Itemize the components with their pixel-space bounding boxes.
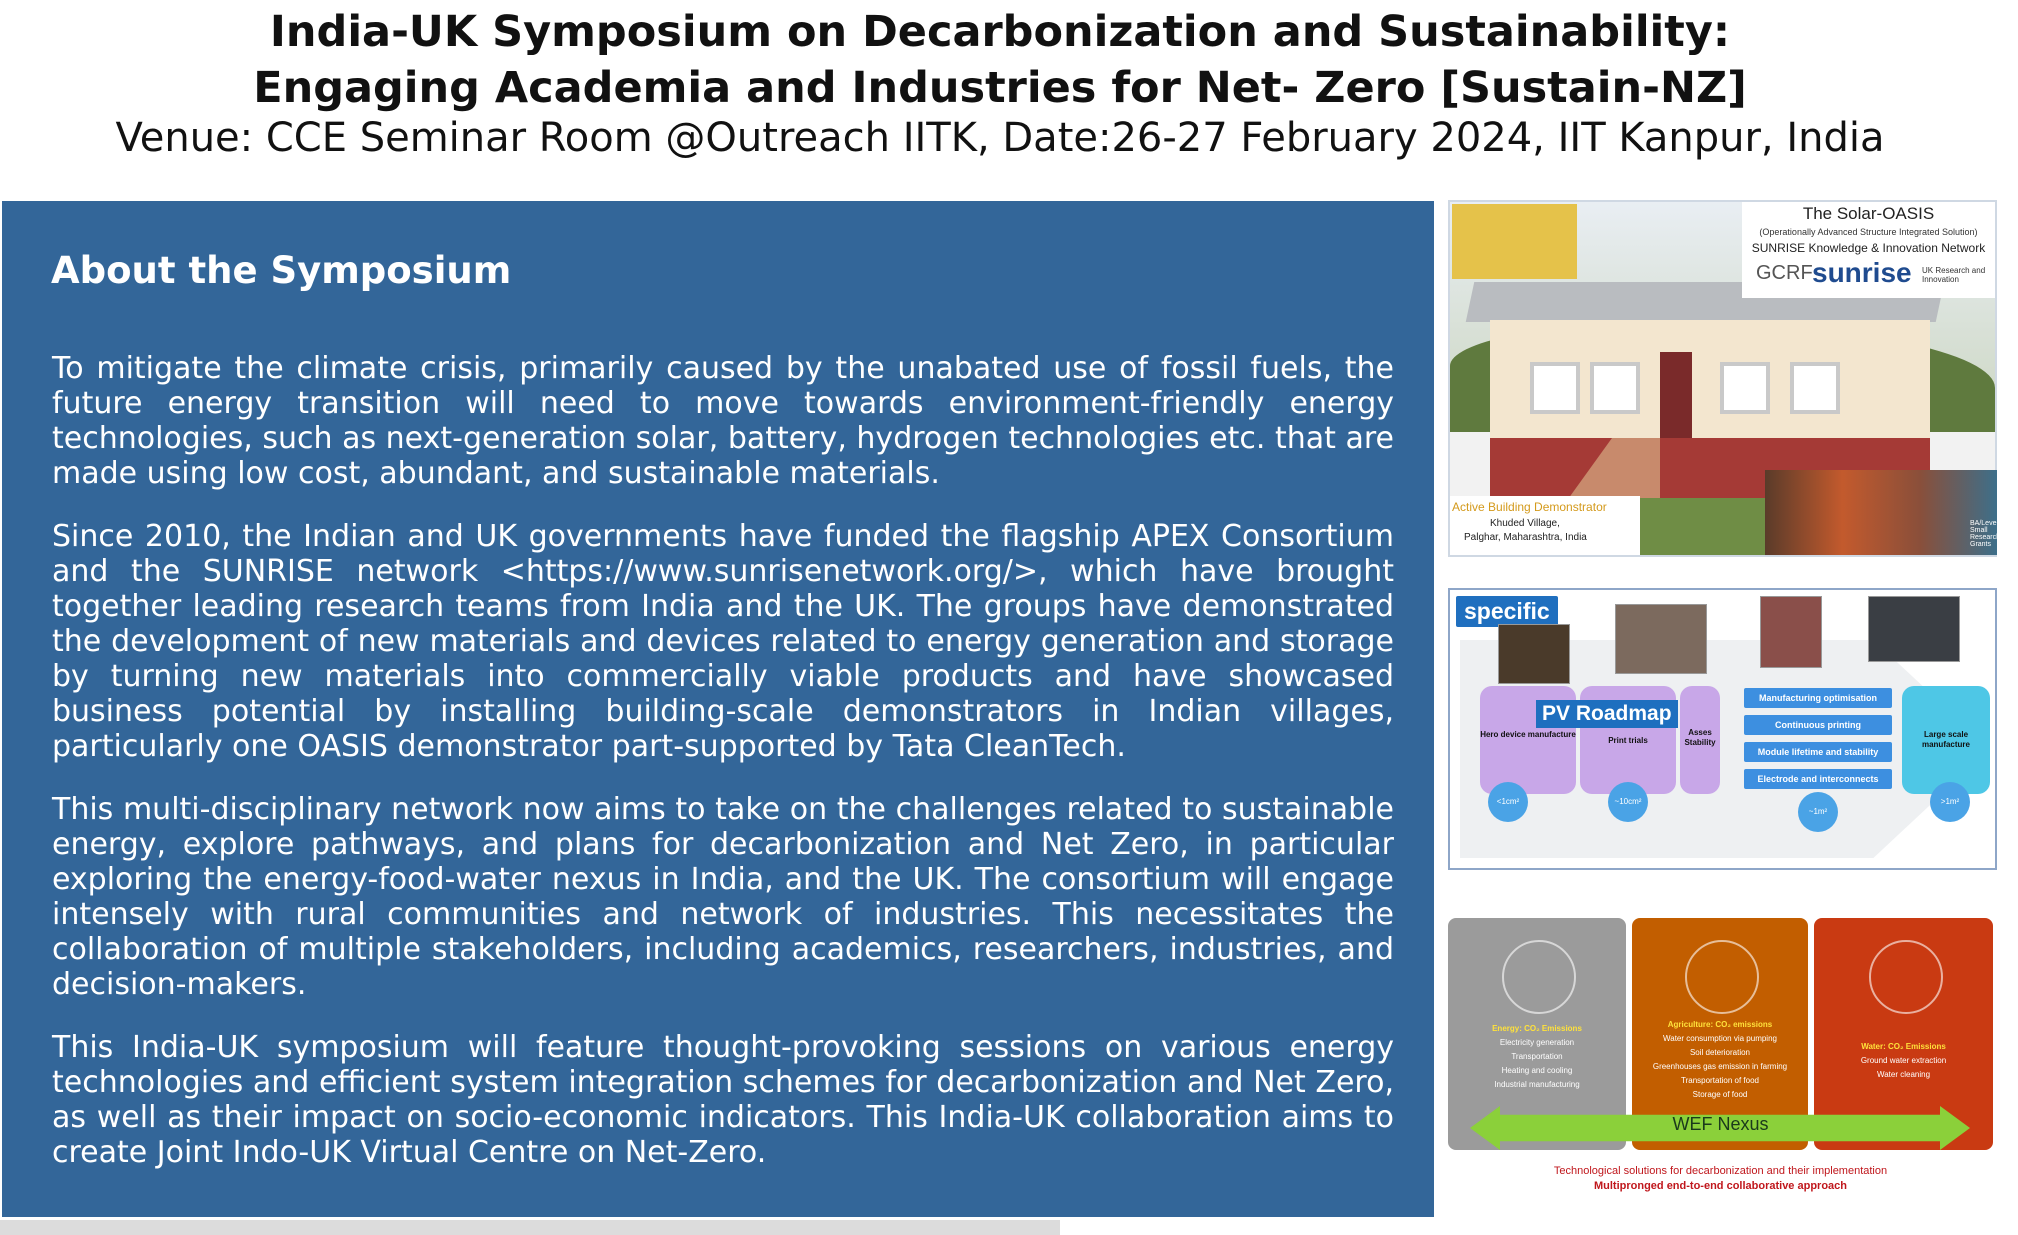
wef-caption-1: Technological solutions for decarbonization and their implementation xyxy=(1553,1165,1888,1177)
roadmap-step: Continuous printing xyxy=(1744,715,1892,735)
assess-stability-label: Asses Stability xyxy=(1684,728,1716,747)
oasis-title: The Solar-OASIS xyxy=(1802,204,1935,223)
size-marker: <1cm² xyxy=(1488,782,1528,822)
about-paragraph-3: This multi-disciplinary network now aims to take on the challenges related to sustainable energy, explore pathways, and plans for decarbonization and Net Zero, in particular exploring the energy-food-water nexus in India, and the UK. The consortium will engage intensely with rural communities and network of industries. This necessitates the collaboration of multiple stakeholders, including academics, researchers, industries, and decision-makers. xyxy=(52,792,1394,1002)
about-paragraph-1: To mitigate the climate crisis, primarily caused by the unabated use of fossil fuels, the future energy transition will need to move towards environment-friendly energy technologies, such as next-generation solar, battery, hydrogen technologies etc. that are made using low cost, abundant, and sustainable materials. xyxy=(52,351,1394,491)
energy-item: Transportation xyxy=(1511,1052,1563,1061)
module-photo xyxy=(1868,596,1960,662)
agriculture-item: Storage of food xyxy=(1692,1090,1748,1099)
people-photo xyxy=(1765,470,2018,555)
roadmap-step: Manufacturing optimisation xyxy=(1744,688,1892,708)
roadmap-step: Module lifetime and stability xyxy=(1744,742,1892,762)
house-door xyxy=(1660,352,1692,440)
energy-item: Industrial manufacturing xyxy=(1494,1080,1580,1089)
energy-item: Electricity generation xyxy=(1499,1038,1575,1047)
size-marker: >1m² xyxy=(1930,782,1970,822)
agriculture-item: Transportation of food xyxy=(1681,1076,1759,1085)
device-photo xyxy=(1498,624,1570,684)
water-tap-icon xyxy=(1869,940,1943,1014)
size-marker: ~1m² xyxy=(1798,792,1838,832)
roadmap-step: Electrode and interconnects xyxy=(1744,769,1892,789)
title-line-1: India-UK Symposium on Decarbonization and Sustainability: xyxy=(269,7,1731,57)
energy-heading: Energy: CO₂ Emissions xyxy=(1492,1024,1582,1033)
roll-photo xyxy=(1760,596,1822,668)
wheat-icon xyxy=(1685,940,1759,1014)
water-item: Water cleaning xyxy=(1876,1070,1931,1079)
hero-device-label: Hero device manufacture xyxy=(1480,730,1576,739)
demo-title: Active Building Demonstrator xyxy=(1452,500,1607,514)
energy-item: Heating and cooling xyxy=(1501,1066,1573,1075)
agriculture-heading: Agriculture: CO₂ emissions xyxy=(1667,1020,1773,1029)
print-trials-label: Print trials xyxy=(1608,736,1648,745)
demo-location-1: Khuded Village, xyxy=(1490,518,1560,529)
about-panel xyxy=(2,201,1434,1217)
house-window xyxy=(1530,362,1580,414)
sunrise-logo: sunrise xyxy=(1812,257,1912,288)
demo-location-2: Palghar, Maharashtra, India xyxy=(1464,532,1587,543)
venue-line: Venue: CCE Seminar Room @Outreach IITK, Date:26-27 February 2024, IIT Kanpur, India xyxy=(115,115,1885,161)
pv-roadmap-figure xyxy=(1448,588,1997,870)
water-heading: Water: CO₂ Emissions xyxy=(1861,1042,1946,1051)
house-window xyxy=(1720,362,1770,414)
large-scale-label: Large scale manufacture xyxy=(1921,730,1970,749)
bal-logo: BA/Leverhulme Small Research Grants xyxy=(1970,520,2018,548)
house-window xyxy=(1790,362,1840,414)
pv-roadmap-title: PV Roadmap xyxy=(1536,700,1678,728)
print-photo xyxy=(1615,604,1707,674)
agriculture-item: Greenhouses gas emission in farming xyxy=(1652,1062,1788,1071)
wef-nexus-label: WEF Nexus xyxy=(1672,1114,1769,1134)
solar-oasis-photo xyxy=(1448,200,2018,557)
footer-band xyxy=(0,1220,1060,1235)
about-body xyxy=(52,351,1394,1198)
page-header xyxy=(0,0,2000,190)
agriculture-item: Soil deterioration xyxy=(1689,1048,1751,1057)
oasis-logo-box xyxy=(1742,202,1995,298)
demo-caption-box xyxy=(1450,496,1640,555)
gcrf-logo: GCRF xyxy=(1756,262,1813,284)
wef-caption-2: Multipronged end-to-end collaborative approach xyxy=(1593,1180,1847,1192)
oasis-network: SUNRISE Knowledge & Innovation Network xyxy=(1751,241,1986,255)
wef-nexus-figure xyxy=(1448,918,1993,1198)
oasis-subtitle: (Operationally Advanced Structure Integrated Solution) xyxy=(1759,227,1978,237)
about-paragraph-2: Since 2010, the Indian and UK governments have funded the flagship APEX Consortium and the SUNRISE network <https://www.sunrisenetwork.org/>, which have brought together leading research teams from India and the UK. The groups have demonstrated the development of new materials and devices related to energy generation and storage by turning new materials into commercially viable products and have showcased business potential by installing building-scale demonstrators in Indian villages, particularly one OASIS demonstrator part-supported by Tata CleanTech. xyxy=(52,519,1394,764)
title-line-2: Engaging Academia and Industries for Net- Zero [Sustain-NZ] xyxy=(253,63,1747,113)
size-marker: ~10cm² xyxy=(1608,782,1648,822)
about-heading: About the Symposium xyxy=(51,249,512,292)
sketch-photo xyxy=(1452,204,1577,279)
water-item: Ground water extraction xyxy=(1860,1056,1947,1065)
about-paragraph-4: This India-UK symposium will feature thought-provoking sessions on various energy technologies and efficient system integration schemes for decarbonization and Net Zero, as well as their impact on socio-economic indicators. This India-UK collaboration aims to create Joint Indo-UK Virtual Centre on Net-Zero. xyxy=(52,1030,1394,1170)
house-window xyxy=(1590,362,1640,414)
specific-logo: specific xyxy=(1456,596,1558,627)
ukri-logo: UK Research and Innovation xyxy=(1922,266,1986,284)
agriculture-item: Water consumption via pumping xyxy=(1663,1034,1777,1043)
recycle-icon xyxy=(1502,940,1576,1014)
